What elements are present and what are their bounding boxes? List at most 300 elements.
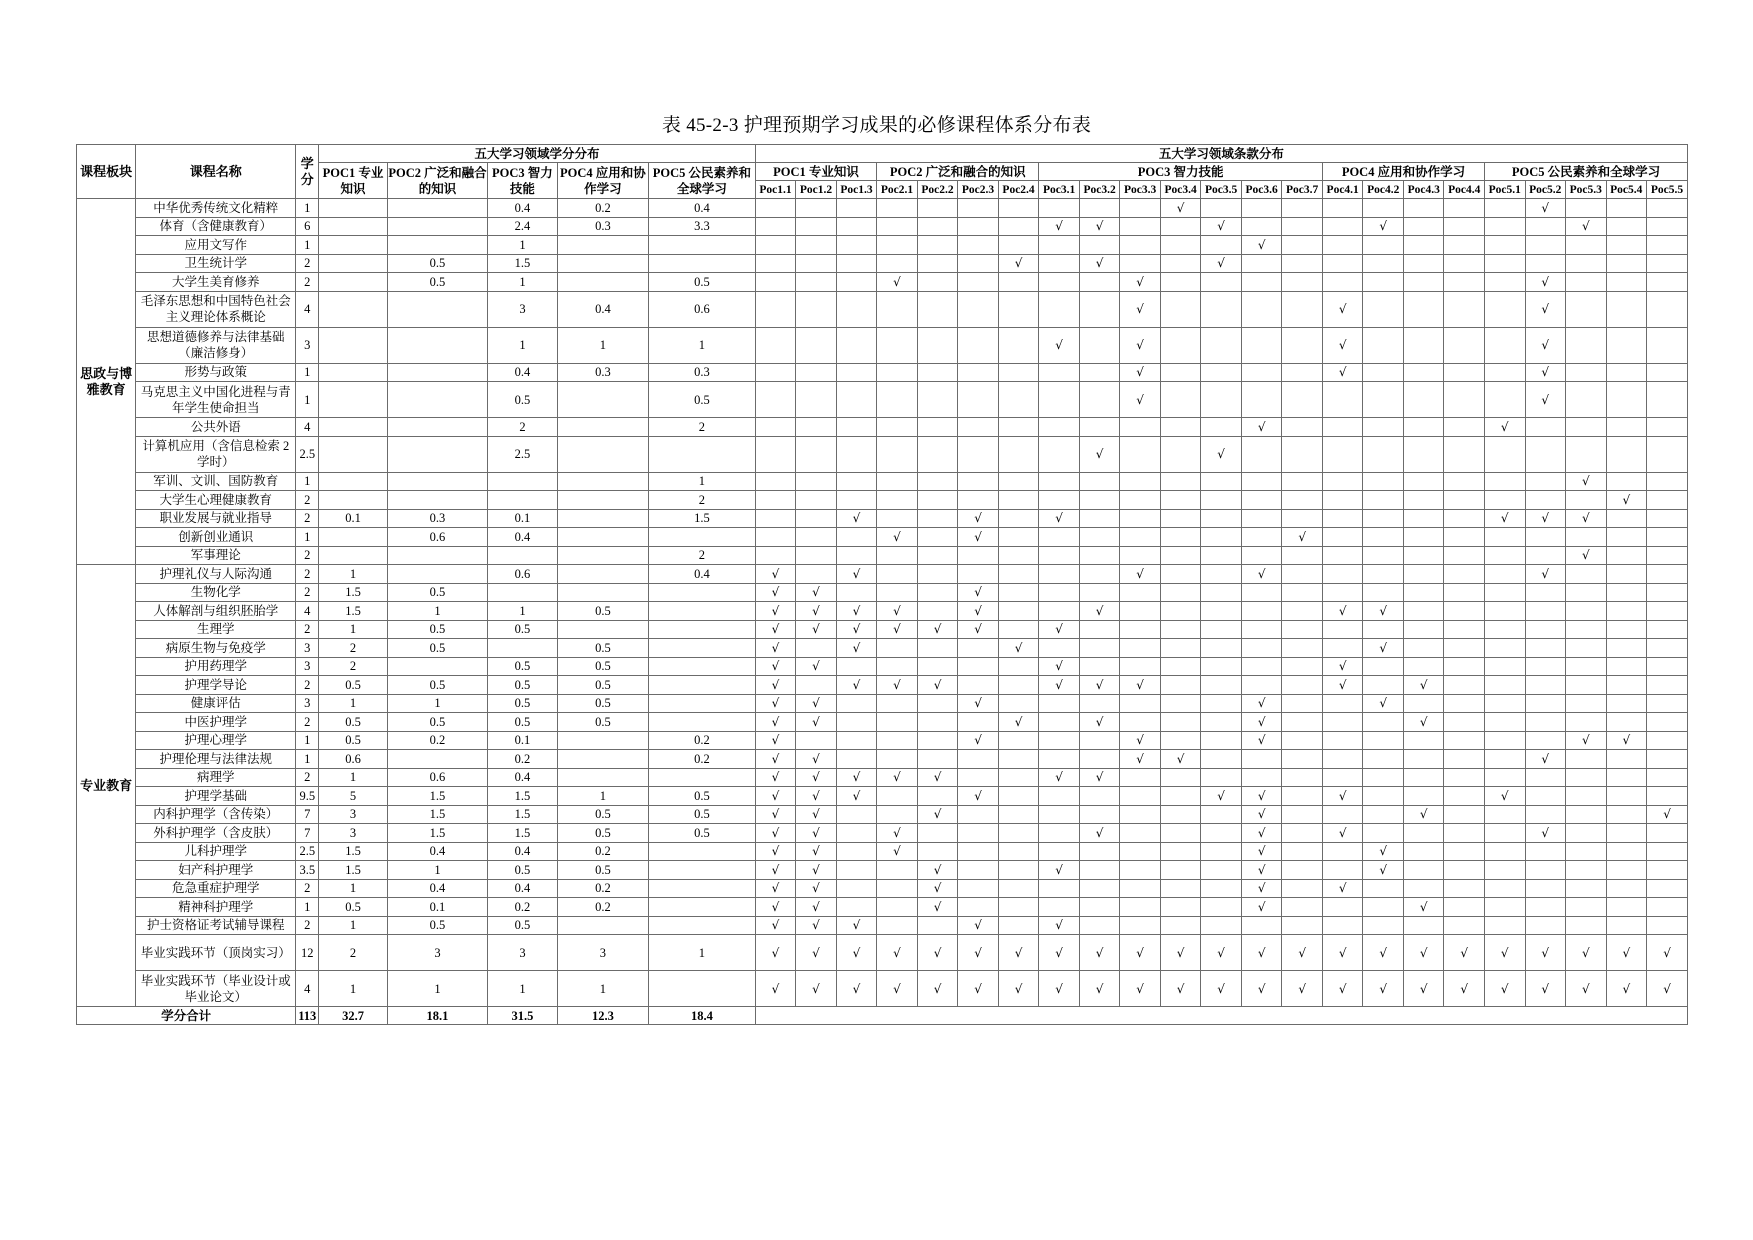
empty-cell [958, 327, 999, 363]
credit-poc1 [319, 528, 387, 547]
empty-cell [1363, 254, 1404, 273]
check-mark: √ [1120, 273, 1161, 292]
check-mark: √ [917, 676, 958, 695]
empty-cell [1241, 327, 1282, 363]
total-credit: 113 [296, 1007, 319, 1025]
check-mark: √ [1566, 217, 1607, 236]
empty-cell [917, 382, 958, 418]
empty-cell [998, 750, 1039, 769]
empty-cell [1525, 418, 1566, 437]
empty-cell [796, 199, 837, 218]
empty-cell [1444, 509, 1485, 528]
empty-cell [1484, 842, 1525, 861]
empty-cell [1444, 436, 1485, 472]
empty-cell [1484, 363, 1525, 382]
table-row [77, 971, 1688, 1007]
credit-poc1 [319, 546, 387, 565]
empty-cell [796, 731, 837, 750]
check-mark: √ [1241, 694, 1282, 713]
empty-cell [755, 382, 796, 418]
empty-cell [1403, 787, 1444, 806]
empty-cell [1039, 583, 1080, 602]
empty-cell [755, 363, 796, 382]
table-row [77, 199, 1688, 218]
header-item-poc3.4: Poc3.4 [1160, 181, 1201, 199]
table-row [77, 217, 1688, 236]
course-name: 护理心理学 [136, 731, 296, 750]
credit-poc1: 0.5 [319, 731, 387, 750]
header-item-poc2.4: Poc2.4 [998, 181, 1039, 199]
check-mark: √ [755, 861, 796, 880]
empty-cell [917, 565, 958, 584]
empty-cell [1079, 236, 1120, 255]
empty-cell [1647, 236, 1688, 255]
check-mark: √ [1525, 382, 1566, 418]
empty-cell [1241, 528, 1282, 547]
header-item-poc4.2: Poc4.2 [1363, 181, 1404, 199]
check-mark: √ [1403, 898, 1444, 917]
empty-cell [1201, 694, 1242, 713]
empty-cell [958, 805, 999, 824]
header-credit: 学分 [296, 145, 319, 199]
empty-cell [1566, 824, 1607, 843]
empty-cell [755, 327, 796, 363]
empty-cell [1120, 768, 1161, 787]
empty-cell [877, 565, 918, 584]
credit-poc3: 1.5 [488, 805, 557, 824]
check-mark: √ [877, 273, 918, 292]
empty-cell [1606, 327, 1647, 363]
empty-cell [1566, 898, 1607, 917]
header-item-poc5.2: Poc5.2 [1525, 181, 1566, 199]
credit-poc2: 0.5 [387, 583, 488, 602]
credit-poc4 [557, 236, 649, 255]
empty-cell [1444, 363, 1485, 382]
empty-cell [1201, 824, 1242, 843]
empty-cell [1444, 731, 1485, 750]
credit-poc3: 0.4 [488, 363, 557, 382]
empty-cell [917, 363, 958, 382]
credit-poc5: 0.2 [649, 731, 756, 750]
check-mark: √ [877, 824, 918, 843]
empty-cell [1201, 676, 1242, 695]
empty-cell [1484, 491, 1525, 510]
table-row [77, 898, 1688, 917]
empty-cell [1322, 546, 1363, 565]
empty-cell [1039, 491, 1080, 510]
empty-cell [1363, 528, 1404, 547]
header-item-poc3.3: Poc3.3 [1120, 181, 1161, 199]
empty-cell [958, 824, 999, 843]
empty-cell [1566, 657, 1607, 676]
check-mark: √ [1525, 199, 1566, 218]
empty-cell [1647, 273, 1688, 292]
empty-cell [836, 824, 877, 843]
credit-poc5: 0.4 [649, 199, 756, 218]
empty-cell [1484, 861, 1525, 880]
empty-cell [836, 327, 877, 363]
credit-poc1: 0.6 [319, 750, 387, 769]
check-mark: √ [877, 676, 918, 695]
course-credit: 2 [296, 879, 319, 898]
empty-cell [998, 676, 1039, 695]
credit-poc2: 0.5 [387, 273, 488, 292]
check-mark: √ [1201, 217, 1242, 236]
credit-poc2: 0.5 [387, 916, 488, 935]
empty-cell [1525, 879, 1566, 898]
empty-cell [1160, 824, 1201, 843]
credit-poc5 [649, 236, 756, 255]
course-credit: 2.5 [296, 842, 319, 861]
check-mark: √ [755, 694, 796, 713]
credit-poc4: 0.5 [557, 639, 649, 658]
check-mark: √ [1241, 713, 1282, 732]
empty-cell [998, 382, 1039, 418]
credit-poc1: 3 [319, 805, 387, 824]
credit-poc3 [488, 491, 557, 510]
empty-cell [1201, 861, 1242, 880]
empty-cell [1647, 787, 1688, 806]
empty-cell [1282, 291, 1323, 327]
header-item-poc2.3: Poc2.3 [958, 181, 999, 199]
empty-cell [958, 546, 999, 565]
course-credit: 3 [296, 657, 319, 676]
check-mark: √ [1160, 971, 1201, 1007]
empty-cell [1606, 879, 1647, 898]
empty-cell [1160, 509, 1201, 528]
empty-cell [1160, 291, 1201, 327]
check-mark: √ [877, 620, 918, 639]
check-mark: √ [836, 935, 877, 971]
empty-cell [1322, 861, 1363, 880]
table-row [77, 935, 1688, 971]
credit-poc5 [649, 602, 756, 621]
empty-cell [1363, 436, 1404, 472]
credit-poc3: 0.5 [488, 713, 557, 732]
empty-cell [1201, 898, 1242, 917]
check-mark: √ [958, 935, 999, 971]
empty-cell [958, 713, 999, 732]
empty-cell [1525, 546, 1566, 565]
empty-cell [998, 418, 1039, 437]
empty-cell [1120, 217, 1161, 236]
credit-poc1: 1 [319, 916, 387, 935]
course-name: 毛泽东思想和中国特色社会主义理论体系概论 [136, 291, 296, 327]
check-mark: √ [998, 971, 1039, 1007]
empty-cell [1566, 199, 1607, 218]
credit-poc3: 1.5 [488, 824, 557, 843]
empty-cell [1120, 657, 1161, 676]
credit-poc4: 0.5 [557, 676, 649, 695]
empty-cell [998, 273, 1039, 292]
empty-cell [1403, 491, 1444, 510]
header-item-poc4.1: Poc4.1 [1322, 181, 1363, 199]
check-mark: √ [755, 916, 796, 935]
header-item-poc3.1: Poc3.1 [1039, 181, 1080, 199]
empty-cell [836, 731, 877, 750]
empty-cell [998, 528, 1039, 547]
empty-cell [1525, 713, 1566, 732]
check-mark: √ [958, 528, 999, 547]
course-name: 卫生统计学 [136, 254, 296, 273]
check-mark: √ [796, 657, 837, 676]
credit-poc3: 0.4 [488, 528, 557, 547]
empty-cell [1039, 436, 1080, 472]
empty-cell [1363, 491, 1404, 510]
empty-cell [1363, 382, 1404, 418]
empty-cell [1403, 291, 1444, 327]
empty-cell [958, 768, 999, 787]
empty-cell [1444, 805, 1485, 824]
credit-poc5: 0.6 [649, 291, 756, 327]
empty-cell [998, 842, 1039, 861]
empty-cell [1120, 824, 1161, 843]
empty-cell [836, 861, 877, 880]
empty-cell [1647, 565, 1688, 584]
check-mark: √ [755, 731, 796, 750]
empty-cell [1201, 327, 1242, 363]
credit-poc5 [649, 583, 756, 602]
empty-cell [1120, 898, 1161, 917]
empty-cell [1444, 583, 1485, 602]
check-mark: √ [917, 879, 958, 898]
empty-cell [1282, 694, 1323, 713]
empty-cell [1039, 805, 1080, 824]
credit-poc3: 0.4 [488, 842, 557, 861]
check-mark: √ [836, 916, 877, 935]
credit-poc1 [319, 418, 387, 437]
check-mark: √ [796, 713, 837, 732]
empty-cell [1606, 916, 1647, 935]
check-mark: √ [1160, 199, 1201, 218]
check-mark: √ [1525, 327, 1566, 363]
credit-poc2 [387, 363, 488, 382]
credit-poc5 [649, 639, 756, 658]
empty-cell [917, 824, 958, 843]
empty-cell [1039, 273, 1080, 292]
empty-cell [958, 472, 999, 491]
empty-cell [1444, 676, 1485, 695]
credit-poc2 [387, 327, 488, 363]
credit-poc5 [649, 916, 756, 935]
check-mark: √ [1201, 254, 1242, 273]
empty-cell [1160, 842, 1201, 861]
empty-cell [1120, 472, 1161, 491]
empty-cell [1403, 363, 1444, 382]
empty-cell [1606, 509, 1647, 528]
empty-cell [796, 676, 837, 695]
check-mark: √ [1039, 971, 1080, 1007]
credit-poc1: 1 [319, 565, 387, 584]
check-mark: √ [796, 898, 837, 917]
empty-cell [998, 824, 1039, 843]
credit-poc4 [557, 620, 649, 639]
empty-cell [917, 436, 958, 472]
check-mark: √ [796, 935, 837, 971]
check-mark: √ [1444, 971, 1485, 1007]
credit-poc4 [557, 916, 649, 935]
empty-cell [1160, 254, 1201, 273]
empty-cell [917, 528, 958, 547]
empty-cell [1566, 363, 1607, 382]
credit-poc5 [649, 254, 756, 273]
empty-cell [1363, 327, 1404, 363]
check-mark: √ [755, 750, 796, 769]
credit-poc3: 0.5 [488, 916, 557, 935]
check-mark: √ [1566, 546, 1607, 565]
empty-cell [1525, 217, 1566, 236]
empty-cell [1282, 363, 1323, 382]
empty-cell [1484, 327, 1525, 363]
course-credit: 1 [296, 528, 319, 547]
course-name: 内科护理学（含传染） [136, 805, 296, 824]
empty-cell [1322, 418, 1363, 437]
empty-cell [958, 291, 999, 327]
total-poc1: 32.7 [319, 1007, 387, 1025]
empty-cell [1606, 750, 1647, 769]
credit-poc2 [387, 217, 488, 236]
empty-cell [1120, 805, 1161, 824]
empty-cell [1160, 546, 1201, 565]
empty-cell [958, 254, 999, 273]
empty-cell [1241, 273, 1282, 292]
check-mark: √ [1241, 879, 1282, 898]
total-poc5: 18.4 [649, 1007, 756, 1025]
check-mark: √ [1322, 935, 1363, 971]
empty-cell [1160, 273, 1201, 292]
block-label: 专业教育 [77, 565, 136, 1007]
empty-cell [1160, 620, 1201, 639]
table-row [77, 916, 1688, 935]
credit-poc2: 1 [387, 602, 488, 621]
check-mark: √ [1201, 971, 1242, 1007]
empty-cell [796, 546, 837, 565]
empty-cell [755, 436, 796, 472]
empty-cell [1566, 291, 1607, 327]
check-mark: √ [796, 750, 837, 769]
empty-cell [796, 509, 837, 528]
empty-cell [1403, 583, 1444, 602]
check-mark: √ [1363, 971, 1404, 1007]
check-mark: √ [998, 639, 1039, 658]
empty-cell [1647, 768, 1688, 787]
empty-cell [1606, 418, 1647, 437]
empty-cell [1444, 546, 1485, 565]
check-mark: √ [796, 787, 837, 806]
header-item-group-4: POC4 应用和协作学习 [1322, 163, 1484, 181]
credit-poc1 [319, 217, 387, 236]
empty-cell [1160, 327, 1201, 363]
empty-cell [1120, 842, 1161, 861]
empty-cell [1566, 694, 1607, 713]
credit-poc1: 1.5 [319, 861, 387, 880]
empty-cell [1484, 731, 1525, 750]
empty-cell [1201, 363, 1242, 382]
credit-poc2: 0.5 [387, 620, 488, 639]
credit-poc3: 0.2 [488, 750, 557, 769]
empty-cell [1282, 768, 1323, 787]
empty-cell [1201, 199, 1242, 218]
empty-cell [836, 363, 877, 382]
empty-cell [1403, 750, 1444, 769]
empty-cell [1322, 842, 1363, 861]
empty-cell [1484, 217, 1525, 236]
header-item-poc3.5: Poc3.5 [1201, 181, 1242, 199]
credit-poc4 [557, 382, 649, 418]
credit-poc4 [557, 436, 649, 472]
check-mark: √ [1241, 935, 1282, 971]
empty-cell [796, 273, 837, 292]
empty-cell [1120, 787, 1161, 806]
credit-poc2: 1.5 [387, 805, 488, 824]
empty-cell [1484, 583, 1525, 602]
empty-cell [1566, 620, 1607, 639]
check-mark: √ [1079, 254, 1120, 273]
empty-cell [1120, 583, 1161, 602]
course-credit: 2 [296, 768, 319, 787]
empty-cell [1160, 602, 1201, 621]
empty-cell [1606, 602, 1647, 621]
empty-cell [1566, 436, 1607, 472]
credit-poc3: 1 [488, 602, 557, 621]
empty-cell [958, 199, 999, 218]
empty-cell [1241, 472, 1282, 491]
header-item-poc5.5: Poc5.5 [1647, 181, 1688, 199]
empty-cell [1484, 436, 1525, 472]
course-credit: 3.5 [296, 861, 319, 880]
credit-poc1: 2 [319, 639, 387, 658]
empty-cell [998, 620, 1039, 639]
credit-poc3: 0.4 [488, 768, 557, 787]
empty-cell [998, 327, 1039, 363]
check-mark: √ [755, 602, 796, 621]
empty-cell [1201, 583, 1242, 602]
empty-cell [1606, 436, 1647, 472]
empty-cell [1606, 236, 1647, 255]
empty-cell [1079, 787, 1120, 806]
credit-poc2 [387, 472, 488, 491]
empty-cell [1322, 639, 1363, 658]
course-credit: 1 [296, 236, 319, 255]
empty-cell [1039, 291, 1080, 327]
credit-poc5 [649, 676, 756, 695]
empty-cell [1444, 768, 1485, 787]
credit-poc5 [649, 620, 756, 639]
course-name: 公共外语 [136, 418, 296, 437]
check-mark: √ [1606, 731, 1647, 750]
credit-poc1: 1 [319, 694, 387, 713]
empty-cell [755, 472, 796, 491]
empty-cell [836, 491, 877, 510]
empty-cell [1282, 382, 1323, 418]
table-row [77, 327, 1688, 363]
credit-poc4: 0.2 [557, 199, 649, 218]
empty-cell [1079, 639, 1120, 658]
credit-poc5 [649, 657, 756, 676]
empty-cell [1160, 472, 1201, 491]
empty-cell [1039, 879, 1080, 898]
empty-cell [1160, 676, 1201, 695]
empty-cell [1647, 291, 1688, 327]
empty-cell [1039, 254, 1080, 273]
empty-cell [1282, 898, 1323, 917]
course-name: 护用药理学 [136, 657, 296, 676]
empty-cell [1606, 217, 1647, 236]
table-row [77, 236, 1688, 255]
empty-cell [836, 713, 877, 732]
header-course: 课程名称 [136, 145, 296, 199]
empty-cell [1322, 509, 1363, 528]
